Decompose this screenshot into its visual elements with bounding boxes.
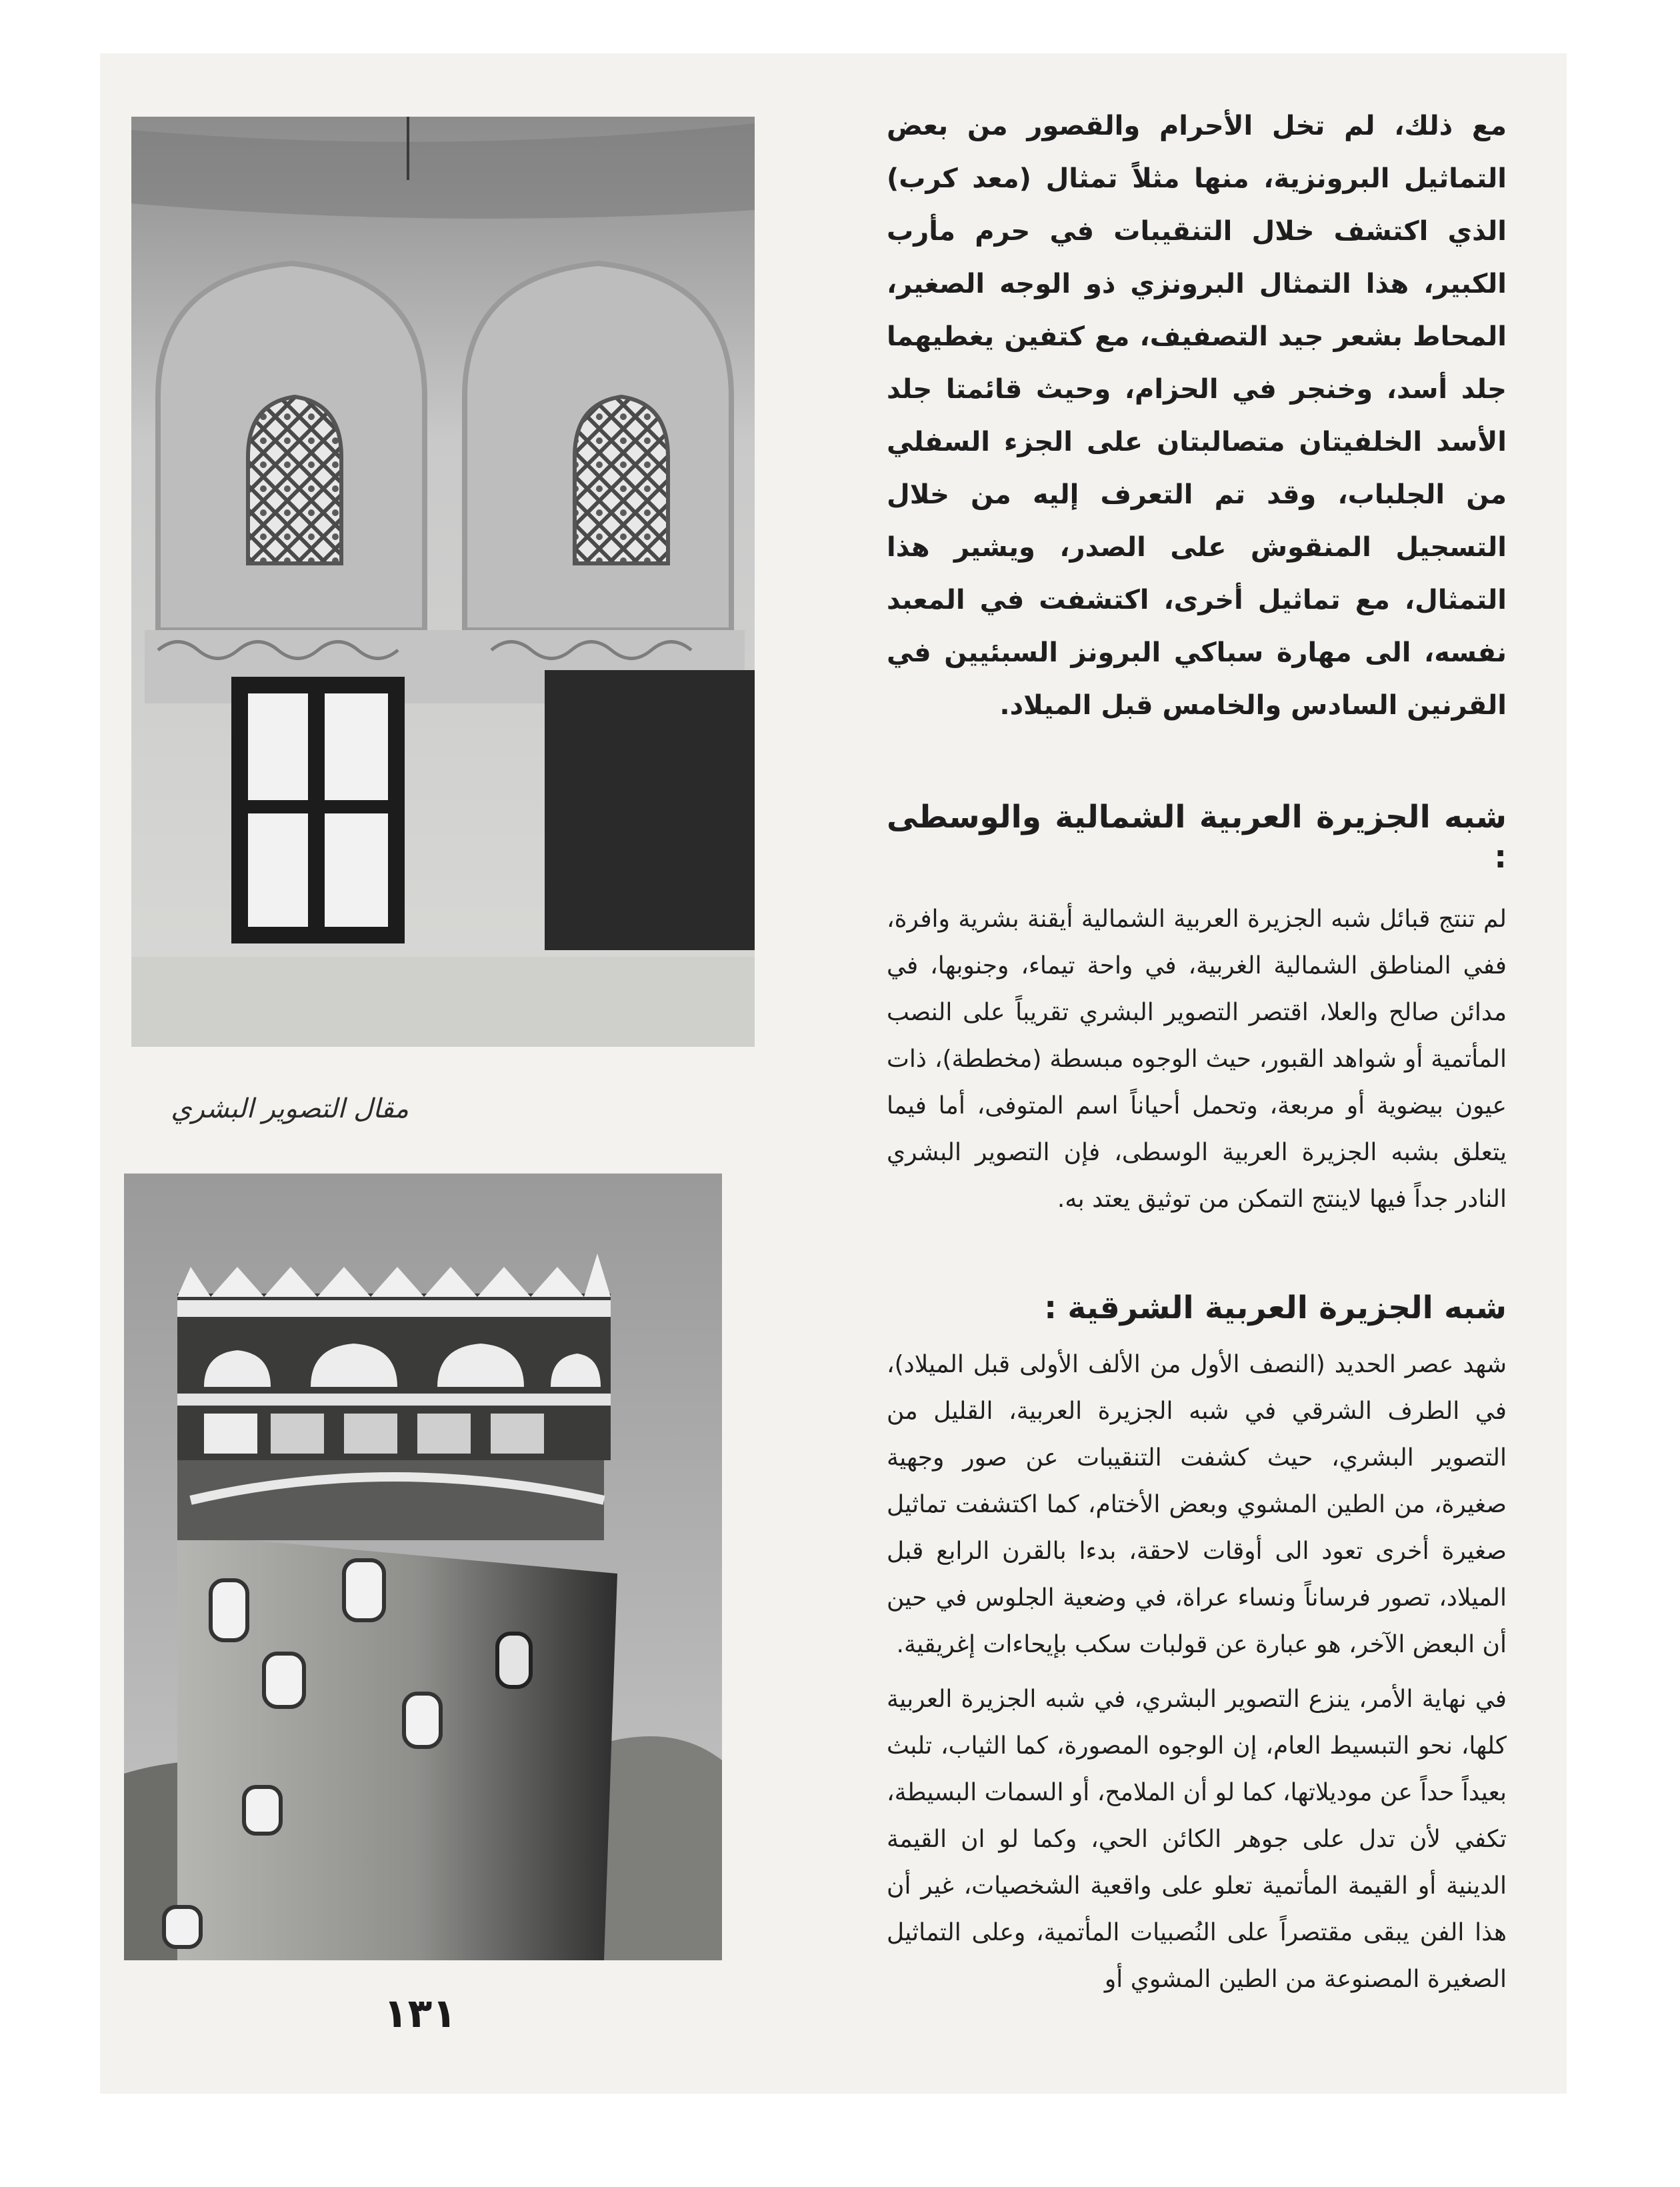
page-number: ١٣١ <box>383 1990 457 2037</box>
article-paragraph-2: لم تنتج قبائل شبه الجزيرة العربية الشمالية أيقنة بشرية وافرة، ففي المناطق الشمالية الغربية، في واحة تيماء، وجنوبها، في مدائن صالح والعلا، اقتصر التصوير البشري تقريباً على النصب المأتمية أو شواهد القبور، حيث الوجوه مبسطة (مخططة)، ذات عيون بيضوية أو مربعة، وتحمل أحياناً اسم المتوفى، أما فيما يتعلق بشبه الجزيرة العربية الوسطى، فإن التصوير البشري النادر جداً فيها لاينتج التمكن من توثيق يعتد به. <box>887 905 1507 1213</box>
section-heading-east: شبه الجزيرة العربية الشرقية : <box>1044 1290 1507 1326</box>
article-paragraph-1: مع ذلك، لم تخل الأحرام والقصور من بعض التماثيل البرونزية، منها مثلاً تمثال (معد كرب) الذي اكتشف خلال التنقيبات في حرم مأرب الكبير، هذا التمثال البرونزي ذو الوجه الصغير، المحاط بشعر جيد التصفيف، مع كتفين يغطيهما جلد أسد، وخنجر في الحزام، وحيث قائمتا جلد الأسد الخلفيتان متصالبتان على الجزء السفلي من الجلباب، وقد تم التعرف إليه من خلال التسجيل المنقوش على الصدر، ويشير هذا التمثال، مع تماثيل أخرى، اكتشفت في المعبد نفسه، الى مهارة سباكي البرونز السبئيين في القرنين السادس والخامس قبل الميلاد. <box>887 111 1507 721</box>
handwritten-caption: مقال التصوير البشري <box>171 1094 409 1124</box>
article-column <box>887 100 1507 2003</box>
tower-house-photo <box>124 1174 722 1960</box>
article-paragraph-4: في نهاية الأمر، ينزع التصوير البشري، في شبه الجزيرة العربية كلها، نحو التبسيط العام، إن الوجوه المصورة، كما الثياب، تلبث بعيداً حداً عن موديلاتها، كما لو أن الملامح، أو السمات البسيطة، تكفي لأن تدل على جوهر الكائن الحي، وكما لو ان القيمة الدينية أو القيمة المأتمية تعلو على واقعية الشخصيات، غير أن هذا الفن يبقى مقتصراً على النُصبيات المأتمية، وعلى التماثيل الصغيرة المصنوعة من الطين المشوي أو <box>887 1686 1507 1993</box>
section-heading-north-central: شبه الجزيرة العربية الشمالية والوسطى : <box>887 799 1507 875</box>
article-paragraph-3: شهد عصر الحديد (النصف الأول من الألف الأولى قبل الميلاد)، في الطرف الشرقي في شبه الجزيرة العربية، القليل من التصوير البشري، حيث كشفت التنقيبات عن صور وجهية صغيرة، من الطين المشوي وبعض الأختام، كما اكتشفت تماثيل صغيرة أخرى تعود الى أوقات لاحقة، بدءا بالقرن الرابع قبل الميلاد، تصور فرساناً ونساء عراة، في وضعية الجلوس في حين أن البعض الآخر، هو عبارة عن قولبات سكب بإيحاءات إغريقية. <box>887 1351 1507 1658</box>
interior-windows-photo <box>131 117 755 1047</box>
